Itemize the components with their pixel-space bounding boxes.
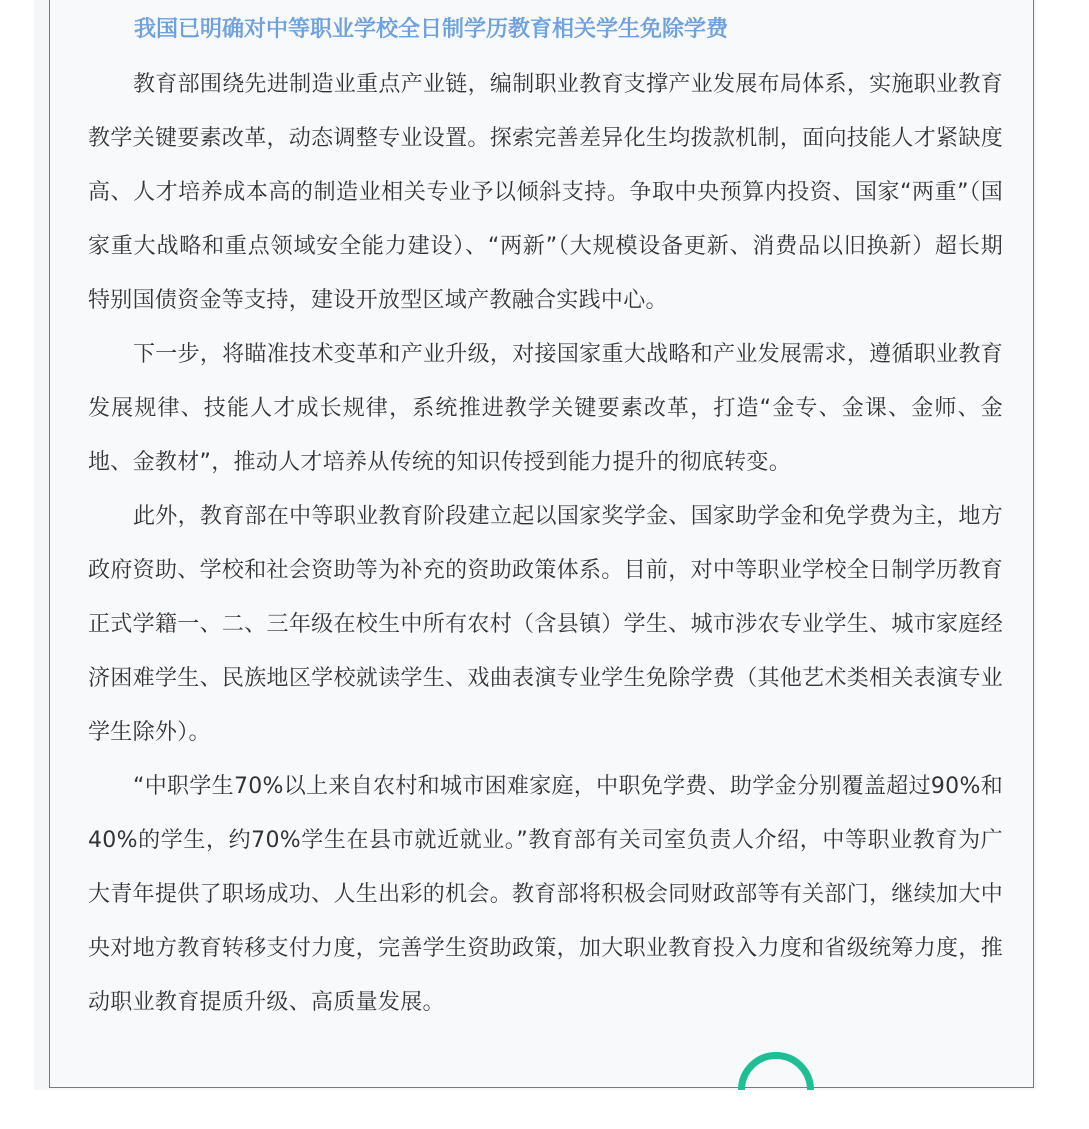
article-paragraph-4: “中职学生70%以上来自农村和城市困难家庭，中职免学费、助学金分别覆盖超过90%和40%的学生，约70%学生在县市就近就业。”教育部有关司室负责人介绍，中等职业教育为广大青年提供了职场成功、人生出彩的机会。教育部将积极会同财政部等有关部门，继续加大中央对地方教育转移支付力度，完善学生资助政策，加大职业教育投入力度和省级统筹力度，推动职业教育提质升级、高质量发展。 xyxy=(88,774,1003,1015)
article-paragraph-1: 教育部围绕先进制造业重点产业链，编制职业教育支撑产业发展布局体系，实施职业教育教学关键要素改革，动态调整专业设置。探索完善差异化生均拨款机制，面向技能人才紧缺度高、人才培养成本高的制造业相关专业予以倾斜支持。争取中央预算内投资、国家“两重”（国家重大战略和重点领域安全能力建设）、“两新”（大规模设备更新、消费品以旧换新）超长期特别国债资金等支持，建设开放型区域产教融合实践中心。 xyxy=(88,72,1003,313)
article-section-title: 我国已明确对中等职业学校全日制学历教育相关学生免除学费 xyxy=(134,17,729,42)
article-paragraph-3: 此外，教育部在中等职业教育阶段建立起以国家奖学金、国家助学金和免学费为主，地方政府资助、学校和社会资助等为补充的资助政策体系。目前，对中等职业学校全日制学历教育正式学籍一、二、三年级在校生中所有农村（含县镇）学生、城市涉农专业学生、城市家庭经济困难学生、民族地区学校就读学生、戏曲表演专业学生免除学费（其他艺术类相关表演专业学生除外）。 xyxy=(88,504,1003,745)
decorative-ring-icon xyxy=(738,1052,814,1090)
article-body xyxy=(88,58,1003,1030)
article-paragraph-2: 下一步，将瞄准技术变革和产业升级，对接国家重大战略和产业发展需求，遵循职业教育发展规律、技能人才成长规律，系统推进教学关键要素改革，打造“金专、金课、金师、金地、金教材”，推动人才培养从传统的知识传授到能力提升的彻底转变。 xyxy=(88,342,1003,475)
